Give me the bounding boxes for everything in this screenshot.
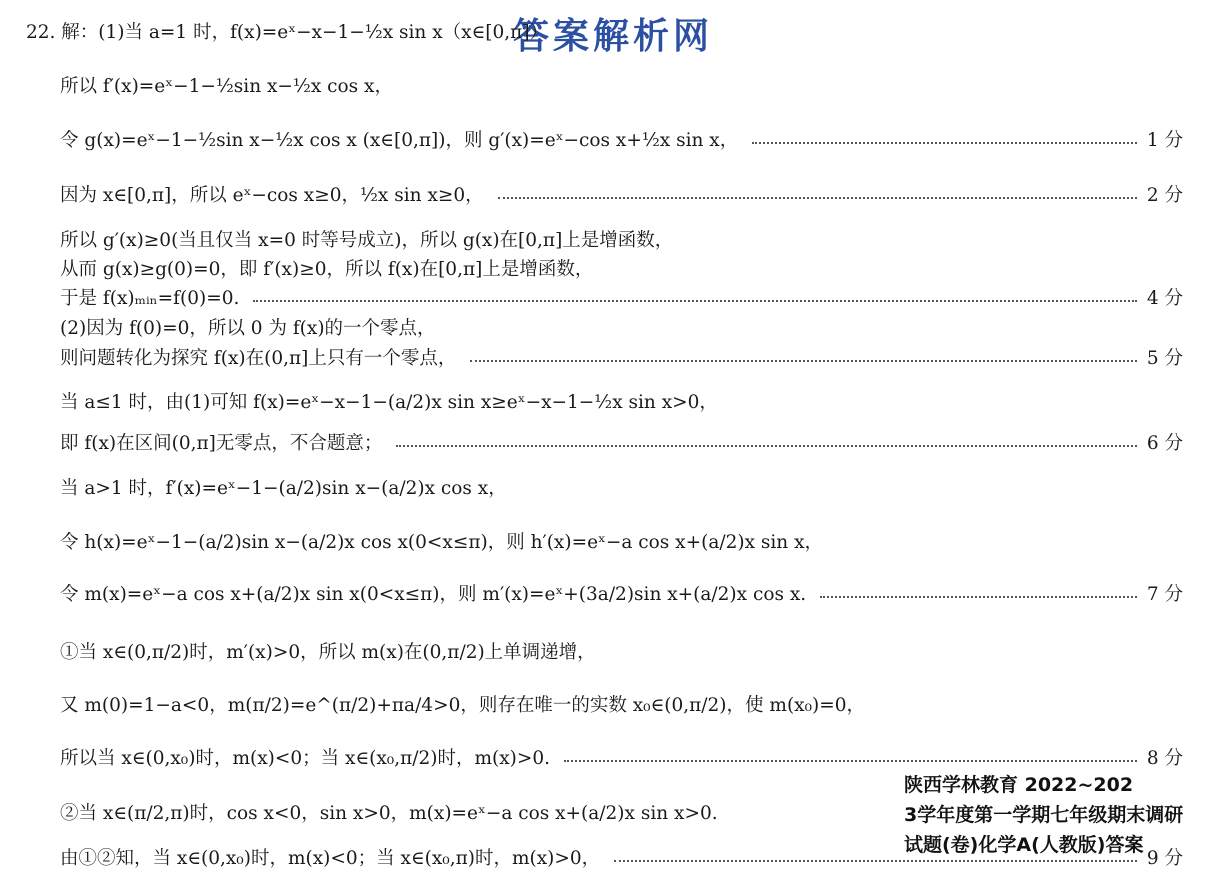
line-text: 于是 f(x)ₘᵢₙ=f(0)=0. <box>60 288 240 309</box>
solution-line <box>60 126 1211 152</box>
line-text: 令 g(x)=eˣ−1−½sin x−½x cos x (x∈[0,π])，则 g′(x)=eˣ−cos x+½x sin x， <box>60 130 739 151</box>
dot-leader <box>564 760 1137 762</box>
score-label: 9 分 <box>1146 848 1183 869</box>
dot-leader <box>820 596 1137 598</box>
line-text: 因为 x∈[0,π]，所以 eˣ−cos x≥0，½x sin x≥0， <box>60 185 484 206</box>
score-label: 5 分 <box>1146 348 1183 369</box>
score-label: 2 分 <box>1146 185 1183 206</box>
solution-line <box>60 388 1211 414</box>
line-text: 所以当 x∈(0,x₀)时，m(x)<0；当 x∈(x₀,π/2)时，m(x)>0. <box>60 748 551 769</box>
dot-leader <box>614 860 1137 862</box>
dot-leader <box>498 197 1137 199</box>
source-line-3: 试题(卷)化学A(人教版)答案 <box>904 834 1144 856</box>
solution-line <box>60 284 1211 310</box>
line-text: 即 f(x)在区间(0,π]无零点，不合题意； <box>60 433 383 454</box>
solution-line <box>60 580 1211 606</box>
solution-line <box>60 744 1211 770</box>
line-text: 22. 解：(1)当 a=1 时，f(x)=eˣ−x−1−½x sin x（x∈[0,π]） <box>26 22 549 43</box>
solution-line <box>60 429 1211 455</box>
score-label: 7 分 <box>1146 584 1183 605</box>
line-text: 令 h(x)=eˣ−1−(a/2)sin x−(a/2)x cos x(0<x≤π)，则 h′(x)=eˣ−a cos x+(a/2)x sin x， <box>60 532 824 553</box>
dot-leader <box>253 300 1136 302</box>
watermark: 答案解析网 <box>513 16 714 57</box>
solution-line <box>60 691 1211 717</box>
score-label: 4 分 <box>1146 288 1183 309</box>
solution-line <box>60 181 1211 207</box>
source-line-2: 3学年度第一学期七年级期末调研 <box>904 804 1184 826</box>
line-text: 所以 g′(x)≥0(当且仅当 x=0 时等号成立)，所以 g(x)在[0,π]上是增函数， <box>60 230 674 251</box>
solution-line <box>26 18 1211 44</box>
source-line-1: 陕西学林教育 2022~202 <box>904 774 1134 796</box>
line-text: 从而 g(x)≥g(0)=0，即 f′(x)≥0，所以 f(x)在[0,π]上是增函数， <box>60 259 594 280</box>
solution-line <box>60 72 1211 98</box>
line-text: 当 a≤1 时，由(1)可知 f(x)=eˣ−x−1−(a/2)x sin x≥eˣ−x−1−½x sin x>0， <box>60 392 718 413</box>
score-label: 6 分 <box>1146 433 1183 454</box>
score-label: 1 分 <box>1146 130 1183 151</box>
solution-line <box>60 528 1211 554</box>
dot-leader <box>752 142 1137 144</box>
line-text: ①当 x∈(0,π/2)时，m′(x)>0，所以 m(x)在(0,π/2)上单调递增， <box>60 642 596 663</box>
line-text: 又 m(0)=1−a<0，m(π/2)=e^(π/2)+πa/4>0，则存在唯一的实数 x₀∈(0,π/2)，使 m(x₀)=0， <box>60 695 866 716</box>
solution-line <box>60 638 1211 664</box>
solution-line <box>60 344 1211 370</box>
line-text: 由①②知，当 x∈(0,x₀)时，m(x)<0；当 x∈(x₀,π)时，m(x)>0， <box>60 848 601 869</box>
line-text: 令 m(x)=eˣ−a cos x+(a/2)x sin x(0<x≤π)，则 m′(x)=eˣ+(3a/2)sin x+(a/2)x cos x. <box>60 584 807 605</box>
solution-line <box>60 314 1211 340</box>
line-text: 所以 f′(x)=eˣ−1−½sin x−½x cos x， <box>60 76 393 97</box>
solution-line <box>60 226 1211 252</box>
dot-leader <box>470 360 1137 362</box>
line-text: (2)因为 f(0)=0，所以 0 为 f(x)的一个零点， <box>60 318 436 339</box>
solution-line <box>60 255 1211 281</box>
dot-leader <box>396 445 1137 447</box>
line-text: 则问题转化为探究 f(x)在(0,π]上只有一个零点， <box>60 348 457 369</box>
solution-line <box>60 474 1211 500</box>
score-label: 8 分 <box>1146 748 1183 769</box>
line-text: 当 a>1 时，f′(x)=eˣ−1−(a/2)sin x−(a/2)x cos x， <box>60 478 507 499</box>
line-text: ②当 x∈(π/2,π)时，cos x<0，sin x>0，m(x)=eˣ−a cos x+(a/2)x sin x>0. <box>60 803 718 824</box>
